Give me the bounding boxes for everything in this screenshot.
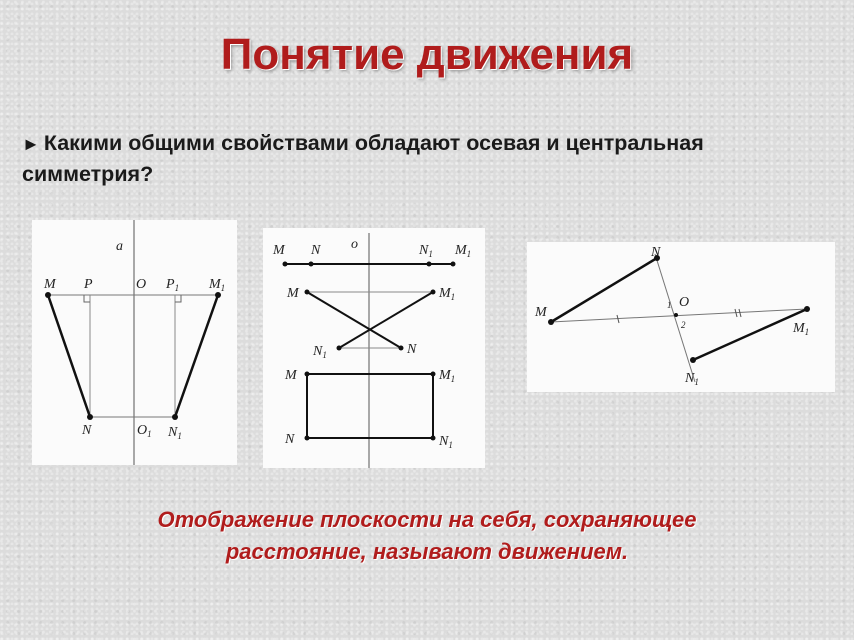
label-m1-rect: $M_1$ [439,368,456,384]
label-m-mid: M [287,286,299,301]
label-m-rect: M [285,368,297,383]
axial-segments-figure [263,228,485,468]
label-m-top: M [273,243,285,258]
segment-mn [551,258,657,322]
segment-mn [48,295,90,417]
axial-symmetry-figure [32,220,237,465]
label-m1: $M_1$ [793,321,810,337]
label-n1: $N_1$ [168,425,182,441]
label-m1-top: $M_1$ [455,243,472,259]
label-n: N [82,423,92,438]
label-angle-1: 1 [667,300,672,310]
page-title: Понятие движения [220,30,634,79]
segment-mm1 [551,309,807,322]
label-n1-mid: $N_1$ [313,344,327,360]
central-symmetry-figure [527,242,835,392]
bullet-arrow-icon: ► [22,134,40,154]
label-o: O [136,277,147,292]
label-p1: $P_1$ [166,277,180,293]
label-m1: $M_1$ [209,277,226,293]
label-o1: $O_1$ [137,423,152,439]
conclusion-text [0,504,854,568]
label-n: N [651,245,661,260]
label-o: o [351,237,358,252]
question-text [22,128,832,189]
label-n-mid: N [407,342,417,357]
label-m1-mid: $M_1$ [439,286,456,302]
label-n1: $N_1$ [685,371,699,387]
label-m: M [44,277,56,292]
segment-m1n1 [693,309,810,360]
label-p: P [84,277,93,292]
question-label: Какими общими свойствами обладают осевая и центральная симметрия? [22,131,704,186]
label-angle-2: 2 [681,320,686,330]
label-m: M [535,305,547,320]
segment-m1n1 [175,295,218,417]
label-n1-rect: $N_1$ [439,434,453,450]
conclusion-label: Отображение плоскости на себя, сохраняющее расстояние, называют движением. [157,507,697,564]
label-n-top: N [311,243,321,258]
rectangle [307,374,433,438]
label-n1-top: $N_1$ [419,243,433,259]
label-n-rect: N [285,432,295,447]
segment-nn1 [655,254,695,382]
label-a: a [116,239,123,254]
label-o: O [679,295,690,310]
